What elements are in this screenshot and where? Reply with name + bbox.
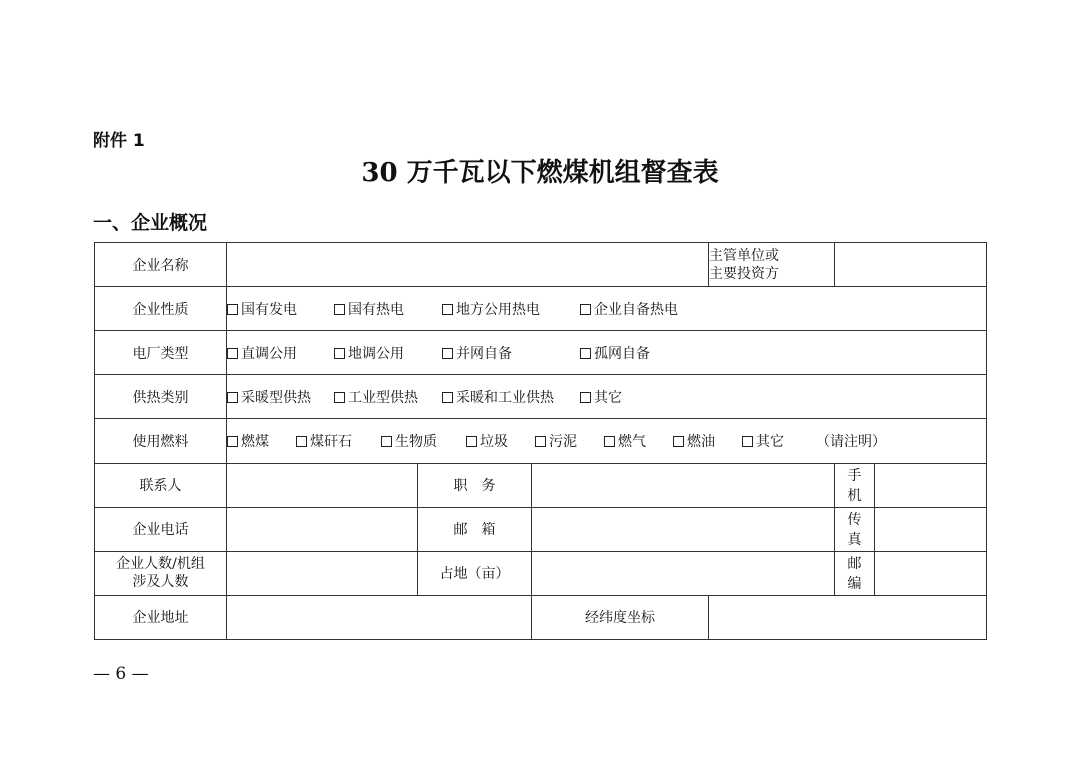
checkbox-option[interactable]: 其它 (742, 431, 816, 451)
checkbox-icon[interactable] (535, 436, 546, 447)
company-address-label: 企业地址 (95, 595, 227, 639)
checkbox-option[interactable]: 燃煤 (227, 431, 296, 451)
coordinates-field[interactable] (709, 595, 987, 639)
checkbox-option[interactable]: 垃圾 (466, 431, 535, 451)
fax-field[interactable] (875, 507, 987, 551)
company-address-field[interactable] (227, 595, 532, 639)
mobile-field[interactable] (875, 463, 987, 507)
checkbox-option[interactable]: 并网自备 (442, 343, 580, 363)
fuel-options (227, 419, 987, 463)
company-overview-table (94, 242, 987, 640)
checkbox-icon[interactable] (580, 304, 591, 315)
coordinates-label: 经纬度坐标 (532, 595, 709, 639)
email-label: 邮 箱 (418, 507, 532, 551)
checkbox-option[interactable]: 直调公用 (227, 343, 334, 363)
plant-type-label: 电厂类型 (95, 331, 227, 375)
staff-count-label: 企业人数/机组 涉及人数 (95, 551, 227, 595)
checkbox-icon[interactable] (442, 392, 453, 403)
checkbox-icon[interactable] (580, 348, 591, 359)
checkbox-option[interactable]: 企业自备热电 (580, 299, 678, 319)
postcode-label: 邮 编 (835, 551, 875, 595)
heating-type-options (227, 375, 987, 419)
position-field[interactable] (532, 463, 835, 507)
checkbox-option[interactable]: 采暖和工业供热 (442, 387, 580, 407)
checkbox-icon[interactable] (227, 348, 238, 359)
checkbox-option[interactable]: 其它 (580, 387, 622, 407)
attachment-label: 附件 1 (93, 131, 145, 151)
checkbox-icon[interactable] (466, 436, 477, 447)
company-name-label: 企业名称 (95, 243, 227, 287)
checkbox-option[interactable]: 国有发电 (227, 299, 334, 319)
checkbox-icon[interactable] (334, 304, 345, 315)
checkbox-icon[interactable] (381, 436, 392, 447)
checkbox-option[interactable]: 孤网自备 (580, 343, 650, 363)
plant-type-options (227, 331, 987, 375)
checkbox-icon[interactable] (227, 304, 238, 315)
company-name-field[interactable] (227, 243, 709, 287)
checkbox-option[interactable]: 煤矸石 (296, 431, 381, 451)
page-title: 30 万千瓦以下燃煤机组督查表 (361, 158, 719, 188)
checkbox-option[interactable]: 生物质 (381, 431, 466, 451)
supervisor-field[interactable] (835, 243, 987, 287)
checkbox-icon[interactable] (742, 436, 753, 447)
email-field[interactable] (532, 507, 835, 551)
checkbox-icon[interactable] (442, 304, 453, 315)
land-area-field[interactable] (532, 551, 835, 595)
heating-type-label: 供热类别 (95, 375, 227, 419)
checkbox-option[interactable]: 国有热电 (334, 299, 442, 319)
company-nature-label: 企业性质 (95, 287, 227, 331)
postcode-field[interactable] (875, 551, 987, 595)
checkbox-icon[interactable] (334, 348, 345, 359)
contact-label: 联系人 (95, 463, 227, 507)
checkbox-icon[interactable] (604, 436, 615, 447)
supervisor-label: 主管单位或 主要投资方 (709, 243, 835, 287)
checkbox-icon[interactable] (227, 392, 238, 403)
checkbox-icon[interactable] (580, 392, 591, 403)
fax-label: 传 真 (835, 507, 875, 551)
staff-count-field[interactable] (227, 551, 418, 595)
checkbox-icon[interactable] (227, 436, 238, 447)
company-phone-field[interactable] (227, 507, 418, 551)
position-label: 职 务 (418, 463, 532, 507)
checkbox-icon[interactable] (442, 348, 453, 359)
checkbox-icon[interactable] (334, 392, 345, 403)
checkbox-option[interactable]: 燃气 (604, 431, 673, 451)
fuel-label: 使用燃料 (95, 419, 227, 463)
checkbox-icon[interactable] (673, 436, 684, 447)
mobile-label: 手 机 (835, 463, 875, 507)
section-title: 一、企业概况 (93, 212, 208, 234)
land-area-label: 占地（亩） (418, 551, 532, 595)
checkbox-icon[interactable] (296, 436, 307, 447)
contact-field[interactable] (227, 463, 418, 507)
checkbox-option[interactable]: 地方公用热电 (442, 299, 580, 319)
page-number: — 6 — (93, 664, 149, 684)
checkbox-option[interactable]: 采暖型供热 (227, 387, 334, 407)
checkbox-option[interactable]: 工业型供热 (334, 387, 442, 407)
fuel-note: （请注明） (816, 433, 886, 450)
company-nature-options (227, 287, 987, 331)
company-phone-label: 企业电话 (95, 507, 227, 551)
checkbox-option[interactable]: 地调公用 (334, 343, 442, 363)
checkbox-option[interactable]: 污泥 (535, 431, 604, 451)
checkbox-option[interactable]: 燃油 (673, 431, 742, 451)
